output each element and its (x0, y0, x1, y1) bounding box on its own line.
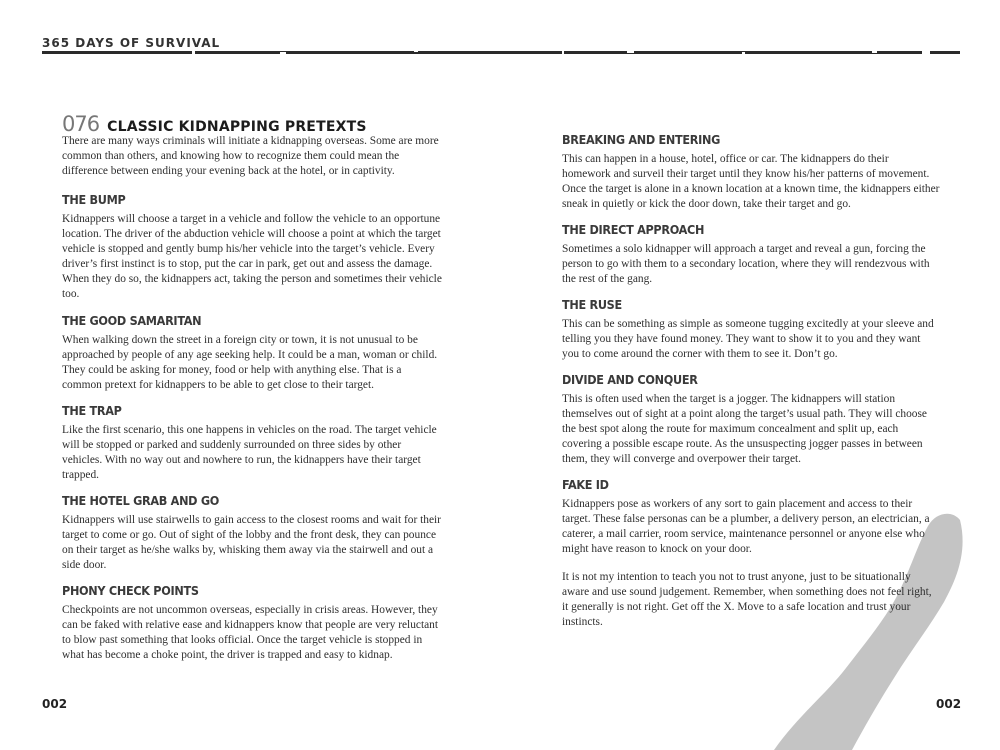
section-heading: THE BUMP (62, 192, 126, 207)
section-heading: DIVIDE AND CONQUER (562, 372, 698, 387)
section-body: Kidnappers will choose a target in a vehicle and follow the vehicle to an opportune location. The driver of the abduction vehicle will choose a point at which the target vehicle is stopped and gently bump his/her vehicle into the target’s vehicle. Every driver’s first instinct is to stop, put the car in park, get out and assess the damage. When they do so, the kidnappers act, taking the person and sometimes their vehicle too. (62, 213, 442, 300)
section-heading: THE HOTEL GRAB AND GO (62, 493, 220, 508)
section-heading: BREAKING AND ENTERING (562, 132, 721, 147)
section-breaking-entering (562, 132, 940, 212)
section-direct-approach (562, 222, 940, 287)
closing-text: It is not my intention to teach you not to trust anyone, just to be situationally aware and use sound judgement. Remember, when something does not feel right, it generally is not right. Get off the X. Move to a safe location and trust your instincts. (562, 571, 932, 628)
section-heading: THE RUSE (562, 297, 622, 312)
section-body: Kidnappers pose as workers of any sort to gain placement and access to their target. These false personas can be a plumber, a delivery person, an electrician, a caterer, a mail carrier, room service, maintenance personnel or anyone else who might have reason to knock on your door. (562, 498, 930, 555)
section-body: This can be something as simple as someone tugging excitedly at your sleeve and telling you they have found money. They want to show it to you and they want you to come around the corner with them to see it. Don’t go. (562, 318, 934, 360)
item-title: CLASSIC KIDNAPPING PRETEXTS (107, 119, 367, 135)
section-the-bump (62, 192, 442, 302)
item-number: 076 (62, 112, 100, 136)
item-heading (62, 112, 367, 136)
section-body: Like the first scenario, this one happens in vehicles on the road. The target vehicle will be stopped or parked and suddenly surrounded on three sides by other vehicles. With no way out and nowhere to run, the kidnappers have their target trapped. (62, 424, 437, 481)
section-divide-conquer (562, 372, 940, 467)
section-heading: THE TRAP (62, 403, 122, 418)
intro-text: There are many ways criminals will initiate a kidnapping overseas. Some are more common than others, and knowing how to recognize them could mean the difference between ending your evening back at the hotel, or in captivity. (62, 135, 439, 177)
section-the-trap (62, 403, 442, 483)
section-good-samaritan (62, 313, 442, 393)
closing-paragraph (562, 570, 940, 630)
section-body: This can happen in a house, hotel, office or car. The kidnappers do their homework and surveil their target until they know his/her patterns of movement. Once the target is alone in a known location at a known time, the kidnappers either sneak in quietly or kick the door down, take their target and go. (562, 153, 940, 210)
distressed-header-rule (42, 50, 960, 55)
section-body: When walking down the street in a foreign city or town, it is not unusual to be approached by people of any age seeking help. It could be a man, woman or child. They could be asking for money, food or help with anything else. That is a common pretext for kidnappers to be able to get close to their target. (62, 334, 438, 391)
section-body: Kidnappers will use stairwells to gain access to the closest rooms and wait for their target to come or go. Out of sight of the lobby and the front desk, they can pounce on their target as he/she walks by, whisking them away via the stairwell and out a side door. (62, 514, 441, 571)
section-body: Sometimes a solo kidnapper will approach a target and reveal a gun, forcing the person to go with them to a secondary location, where they will rendezvous with the rest of the gang. (562, 243, 930, 285)
section-body: Checkpoints are not uncommon overseas, especially in crisis areas. However, they can be faked with relative ease and kidnappers know that people are very reluctant to blow past something that looks official. Once the target vehicle is stopped in what has become a choke point, the driver is trapped and easy to kidnap. (62, 604, 439, 661)
section-phony-check-points (62, 583, 442, 663)
section-hotel-grab (62, 493, 442, 573)
section-heading: THE GOOD SAMARITAN (62, 313, 202, 328)
section-fake-id (562, 477, 940, 557)
section-body: This is often used when the target is a jogger. The kidnappers will station themselves out of sight at a point along the target’s usual path. They will choose the best spot along the route for maximum concealment and split up, each covering a possible escape route. As the unsuspecting jogger passes in between them, they will converge and overpower their target. (562, 393, 927, 465)
page-number-left: 002 (42, 697, 68, 711)
page-number-right: 002 (936, 697, 962, 711)
section-the-ruse (562, 297, 940, 362)
section-heading: PHONY CHECK POINTS (62, 583, 199, 598)
running-head: 365 DAYS OF SURVIVAL (42, 36, 221, 50)
section-heading: THE DIRECT APPROACH (562, 222, 705, 237)
section-heading: FAKE ID (562, 477, 609, 492)
intro-paragraph (62, 134, 442, 179)
